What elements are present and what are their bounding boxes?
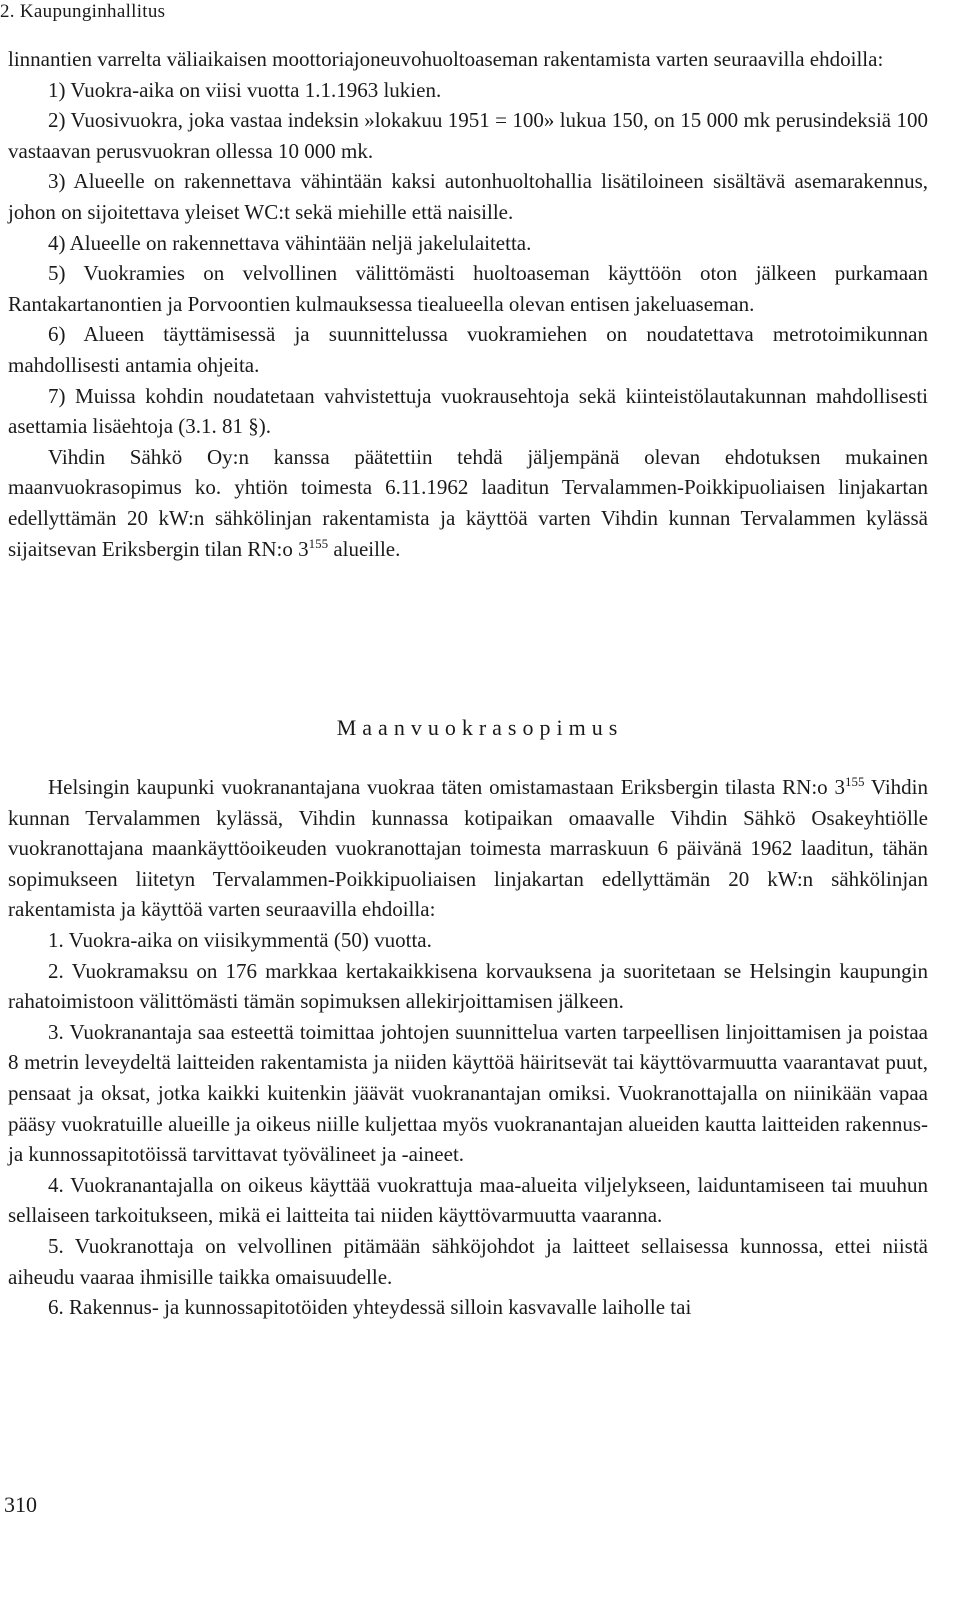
contract-term-3: 3. Vuokranantaja saa esteettä toimittaa johtojen suunnittelua varten tarpeellisen linjoittamisen ja poistaa 8 metrin leveydeltä laitteiden rakentamista ja niiden käyttöä häiritsevät tai käyttövarmuutta vaarantavat puut, pensaat ja oksat, jotka kaikki kuitenkin jäävät vuokranantajan omiksi. Vuokranottajalla on niinikään vapaa pääsy vuokratuille alueille ja oikeus niille kuljettaa myös vuokranantajan alueiden kautta laitteiden rakennus- ja kunnossapitotöissä tarvittavat työvälineet ja -aineet. [8,1019,928,1167]
running-header: 2. Kaupunginhallitus [0,1,166,22]
contract-term-1: 1. Vuokra-aika on viisikymmentä (50) vuotta. [48,927,432,952]
intro-paragraph: linnantien varrelta väliaikaisen moottoriajoneuvohuoltoaseman rakentamista varten seuraavilla ehdoilla: [8,47,884,71]
contract-term-2: 2. Vuokramaksu on 176 markkaa kertakaikkisena korvauksena ja suoritetaan se Helsingin kaupungin rahatoimistoon välittömästi tämän sopimuksen allekirjoittamisen jälkeen. [8,958,928,1014]
condition-6: 6) Alueen täyttämisessä ja suunnittelussa vuokramiehen on noudatettava metrotoimikunnan mahdollisesti antamia ohjeita. [8,322,928,377]
contract-term-4: 4. Vuokranantajalla on oikeus käyttää vuokrattuja maa-alueita viljelykseen, laiduntamiseen tai muuhun sellaiseen tarkoitukseen, mikä ei laitteita tai niiden käyttövarmuutta vaaranna. [8,1172,928,1228]
contract-intro [8,772,928,925]
contract-section [8,772,928,1323]
page-number: 310 [4,1492,37,1517]
condition-4: 4) Alueelle on rakennettava vähintään neljä jakelulaitetta. [48,230,532,255]
contract-term-6: 6. Rakennus- ja kunnossapitotöiden yhteydessä silloin kasvavalle laiholle tai [48,1295,692,1320]
condition-7: 7) Muissa kohdin noudatetaan vahvistettuja vuokrausehtoja sekä kiinteistölautakunnan mahdollisesti asettamia lisäehtoja (3.1. 81 §). [8,383,928,439]
contract-intro-text: Helsingin kaupunki vuokranantajana vuokraa täten omistamastaan Eriksbergin tilasta RN:o 3 [48,775,845,799]
contract-title: Maanvuokrasopimus [336,715,624,740]
decision-text: Vihdin Sähkö Oy:n kanssa päätettiin tehdä jäljempänä olevan ehdotuksen mukainen maanvuokrasopimus ko. yhtiön toimesta 6.11.1962 laaditun Tervalammen-Poikkipuoliaisen linjakartan edellyttämän 20 kW:n sähkölinjan rakentamista ja käyttöä varten Vihdin kunnan Tervalammen kylässä sijaitsevan Eriksbergin tilan RN:o 3 [8,444,928,561]
decision-paragraph [8,442,928,564]
condition-5: 5) Vuokramies on velvollinen välittömästi huoltoaseman käyttöön oton jälkeen purkamaan Rantakartanontien ja Porvoontien kulmauksessa tiealueella olevan entisen jakeluaseman. [8,261,928,316]
contract-intro-text-end: Vihdin kunnan Tervalammen kylässä, Vihdin kunnassa kotipaikan omaavalle Vihdin Sähkö Osakeyhtiölle vuokranottajana maankäyttöoikeuden vuokranottajan toimesta marraskuun 6 päivänä 1962 laaditun, tähän sopimukseen liitetyn Tervalammen-Poikkipuoliaisen linjakartan edellyttämän 20 kW:n sähkölinjan rakentamista ja käyttöä varten seuraavilla ehdoilla: [8,775,928,922]
contract-term-5: 5. Vuokranottaja on velvollinen pitämään sähköjohdot ja laitteet sellaisessa kunnossa, ettei niistä aiheudu vaaraa ihmisille taikka omaisuudelle. [8,1233,928,1289]
intro-section [8,44,928,564]
condition-2: 2) Vuosivuokra, joka vastaa indeksin »lokakuu 1951 = 100» lukua 150, on 15 000 mk perusindeksiä 100 vastaavan perusvuokran ollessa 10 000 mk. [8,108,928,163]
property-number-superscript: 155 [844,774,865,789]
decision-text-end: alueille. [328,536,401,561]
condition-1: 1) Vuokra-aika on viisi vuotta 1.1.1963 lukien. [48,77,442,102]
condition-3: 3) Alueelle on rakennettava vähintään kaksi autonhuoltohallia lisätiloineen sisältävä asemarakennus, johon on sijoitettava yleiset WC:t sekä miehille että naisille. [8,169,928,224]
property-number-superscript: 155 [308,535,329,551]
